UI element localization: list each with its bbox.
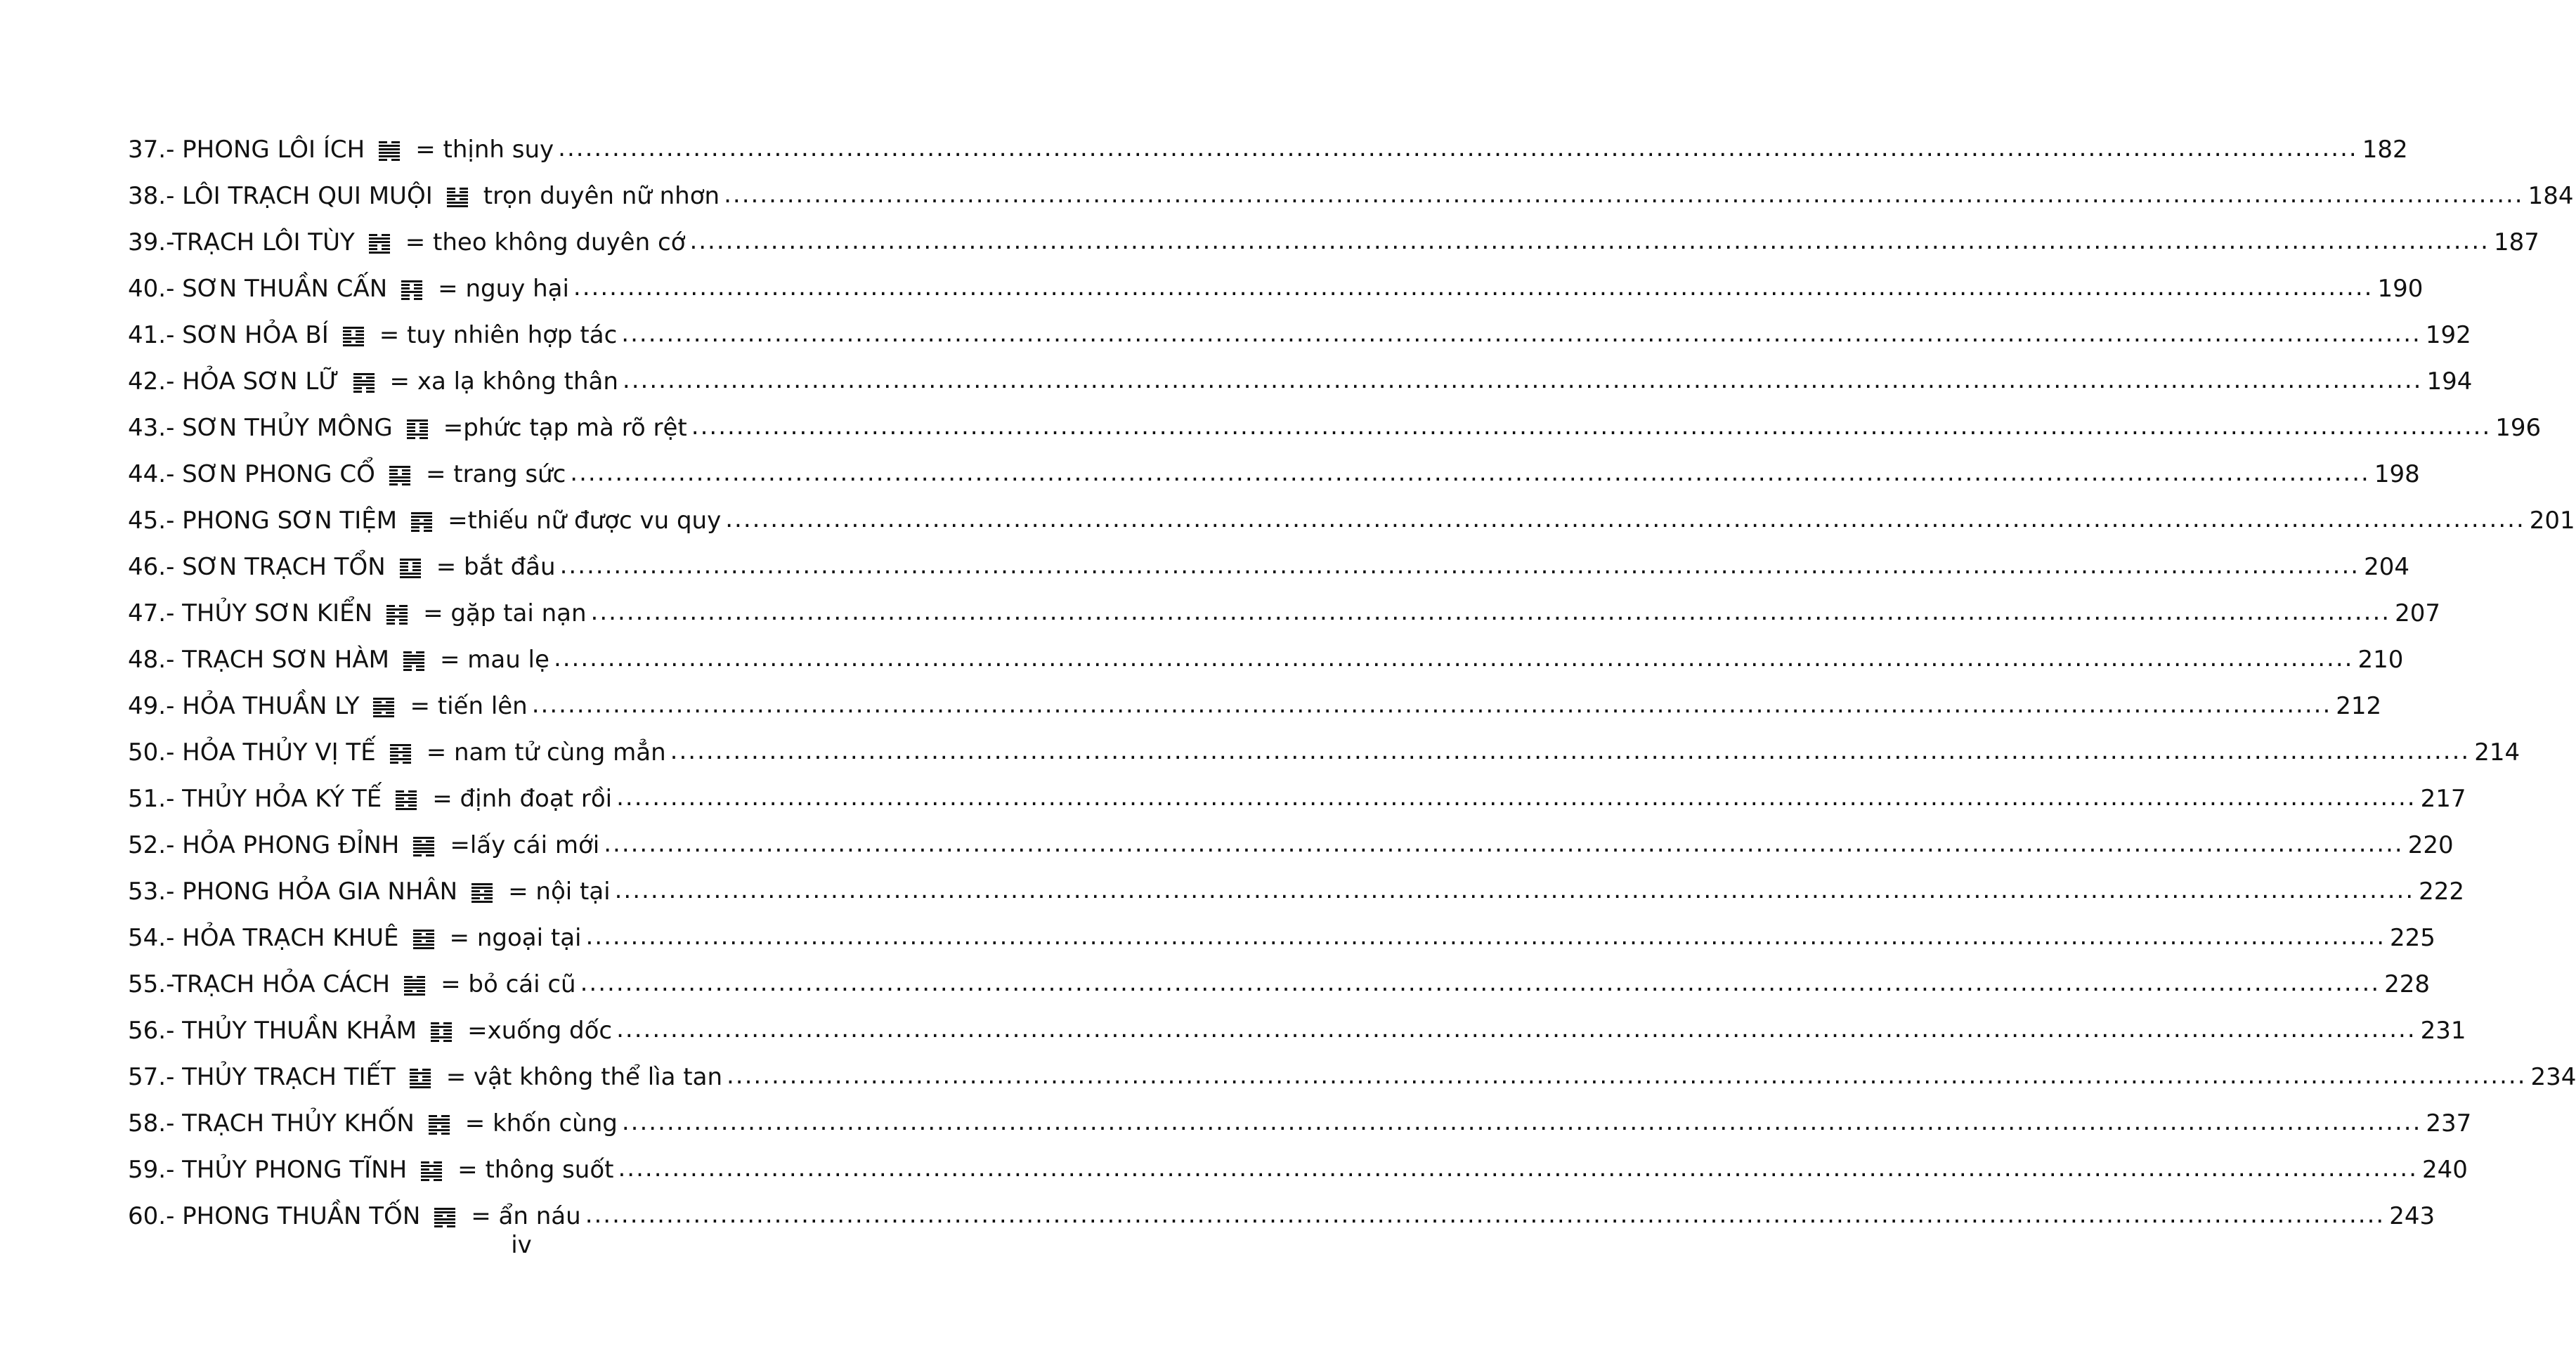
toc-entry [128, 776, 2466, 822]
dot-leader: ........................................................................................................................................................................................................ [580, 969, 2381, 997]
hexagram-icon [431, 1022, 452, 1042]
entry-title: 52.- HỎA PHONG ĐỈNH [128, 831, 400, 859]
entry-page-number: 190 [2377, 275, 2424, 303]
dot-leader: ........................................................................................................................................................................................................ [585, 923, 2386, 951]
entry-title: 40.- SƠN THUẦN CẤN [128, 275, 388, 303]
hexagram-icon [410, 1068, 431, 1088]
entry-title: 48.- TRẠCH SƠN HÀM [128, 646, 389, 674]
hexagram-icon [411, 511, 432, 532]
entry-meaning: = thông suốt [457, 1156, 614, 1184]
entry-meaning: = bắt đầu [436, 553, 556, 581]
hexagram-icon [421, 1161, 442, 1181]
toc-entry [128, 219, 2539, 266]
toc-entry [128, 822, 2454, 868]
toc-entry [128, 497, 2575, 544]
dot-leader: ........................................................................................................................................................................................................ [590, 598, 2391, 626]
entry-page-number: 240 [2422, 1156, 2468, 1184]
entry-page-number: 222 [2419, 878, 2465, 906]
entry-title: 50.- HỎA THỦY VỊ TẾ [128, 738, 376, 767]
entry-meaning: = trang sức [425, 460, 566, 488]
entry-title: 47.- THỦY SƠN KIỂN [128, 599, 373, 627]
entry-page-number: 228 [2384, 970, 2431, 998]
hexagram-icon [471, 882, 493, 903]
entry-meaning: = vật không thể lìa tan [445, 1063, 722, 1091]
entry-title: 42.- HỎA SƠN LỮ [128, 367, 339, 396]
entry-meaning: = thịnh suy [415, 136, 554, 164]
entry-meaning: =lấy cái mới [450, 831, 600, 859]
entry-meaning: = gặp tai nạn [423, 599, 587, 627]
hexagram-icon [404, 975, 425, 996]
dot-leader: ........................................................................................................................................................................................................ [616, 783, 2416, 812]
toc-entry [128, 1147, 2468, 1193]
entry-meaning: =thiếu nữ được vu quy [448, 507, 722, 535]
entry-title: 55.-TRẠCH HỎA CÁCH [128, 970, 391, 998]
entry-title: 44.- SƠN PHONG CỔ [128, 460, 375, 488]
entry-meaning: = nội tại [508, 878, 611, 906]
hexagram-icon [353, 372, 375, 393]
entry-meaning: = theo không duyên cớ [405, 228, 686, 256]
hexagram-icon [389, 465, 410, 485]
dot-leader: ........................................................................................................................................................................................................ [531, 691, 2332, 719]
dot-leader: ........................................................................................................................................................................................................ [727, 1062, 2527, 1090]
toc-entry [128, 590, 2440, 637]
table-of-contents [128, 126, 2576, 1239]
entry-page-number: 217 [2420, 785, 2466, 813]
dot-leader: ........................................................................................................................................................................................................ [553, 644, 2354, 672]
entry-title: 49.- HỎA THUẦN LY [128, 692, 360, 720]
toc-entry [128, 915, 2435, 961]
entry-meaning: trọn duyên nữ nhơn [483, 182, 720, 210]
toc-entry [128, 405, 2542, 451]
entry-meaning: = khốn cùng [464, 1109, 618, 1138]
entry-page-number: 192 [2425, 321, 2471, 349]
hexagram-icon [401, 280, 422, 300]
dot-leader: ........................................................................................................................................................................................................ [670, 737, 2471, 765]
hexagram-icon [447, 187, 468, 207]
entry-title: 45.- PHONG SƠN TIỆM [128, 507, 398, 535]
entry-page-number: 212 [2336, 692, 2382, 720]
entry-page-number: 201 [2529, 507, 2575, 535]
dot-leader: ........................................................................................................................................................................................................ [558, 134, 2358, 162]
entry-title: 37.- PHONG LÔI ÍCH [128, 136, 365, 164]
toc-entry [128, 1054, 2576, 1100]
dot-leader: ........................................................................................................................................................................................................ [573, 273, 2374, 301]
toc-entry [128, 1008, 2466, 1054]
entry-meaning: = tiến lên [410, 692, 528, 720]
toc-entry [128, 451, 2420, 497]
entry-page-number: 187 [2493, 228, 2539, 256]
toc-entry [128, 637, 2404, 683]
entry-meaning: = bỏ cái cũ [441, 970, 576, 998]
dot-leader: ........................................................................................................................................................................................................ [724, 181, 2524, 209]
entry-page-number: 231 [2420, 1017, 2466, 1045]
entry-page-number: 207 [2395, 599, 2440, 627]
hexagram-icon [343, 326, 364, 346]
entry-title: 51.- THỦY HỎA KÝ TẾ [128, 785, 382, 813]
entry-meaning: = nguy hại [438, 275, 569, 303]
hexagram-icon [407, 419, 428, 439]
dot-leader: ........................................................................................................................................................................................................ [621, 320, 2421, 348]
hexagram-icon [390, 743, 411, 764]
hexagram-icon [403, 651, 424, 671]
hexagram-icon [400, 558, 421, 578]
page-folio: iv [511, 1231, 532, 1259]
toc-entry [128, 312, 2471, 358]
hexagram-icon [373, 697, 394, 717]
dot-leader: ........................................................................................................................................................................................................ [618, 1154, 2419, 1182]
toc-entry [128, 868, 2465, 915]
entry-title: 58.- TRẠCH THỦY KHỐN [128, 1109, 415, 1138]
entry-title: 41.- SƠN HỎA BÍ [128, 321, 329, 349]
toc-entry [128, 683, 2382, 729]
entry-meaning: = ngoại tại [449, 924, 582, 952]
entry-page-number: 225 [2390, 924, 2435, 952]
entry-meaning: =phức tạp mà rõ rệt [443, 414, 687, 442]
dot-leader: ........................................................................................................................................................................................................ [614, 876, 2415, 904]
toc-entry [128, 1100, 2472, 1147]
entry-page-number: 194 [2426, 367, 2473, 396]
entry-meaning: = mau lẹ [439, 646, 549, 674]
toc-entry [128, 173, 2574, 219]
entry-title: 54.- HỎA TRẠCH KHUÊ [128, 924, 399, 952]
toc-entry [128, 729, 2520, 776]
entry-page-number: 214 [2474, 738, 2520, 767]
hexagram-icon [434, 1207, 455, 1227]
dot-leader: ........................................................................................................................................................................................................ [570, 459, 2370, 487]
hexagram-icon [413, 929, 434, 949]
entry-meaning: =xuống dốc [467, 1017, 613, 1045]
hexagram-icon [379, 141, 400, 161]
dot-leader: ........................................................................................................................................................................................................ [691, 412, 2492, 441]
entry-page-number: 184 [2528, 182, 2574, 210]
entry-title: 38.- LÔI TRẠCH QUI MUỘI [128, 182, 433, 210]
entry-title: 59.- THỦY PHONG TĨNH [128, 1156, 408, 1184]
hexagram-icon [413, 836, 434, 856]
entry-page-number: 234 [2530, 1063, 2576, 1091]
toc-entry [128, 266, 2424, 312]
entry-title: 57.- THỦY TRẠCH TIẾT [128, 1063, 396, 1091]
hexagram-icon [396, 790, 417, 810]
dot-leader: ........................................................................................................................................................................................................ [616, 1015, 2416, 1043]
entry-page-number: 196 [2495, 414, 2542, 442]
entry-meaning: = tuy nhiên hợp tác [379, 321, 618, 349]
entry-title: 53.- PHONG HỎA GIA NHÂN [128, 878, 458, 906]
hexagram-icon [386, 604, 408, 625]
entry-page-number: 237 [2426, 1109, 2472, 1138]
entry-page-number: 182 [2362, 136, 2408, 164]
dot-leader: ........................................................................................................................................................................................................ [689, 227, 2490, 255]
dot-leader: ........................................................................................................................................................................................................ [604, 830, 2404, 858]
entry-title: 56.- THỦY THUẦN KHẢM [128, 1017, 417, 1045]
toc-entry [128, 544, 2410, 590]
dot-leader: ........................................................................................................................................................................................................ [559, 552, 2360, 580]
entry-meaning: = định đoạt rồi [432, 785, 613, 813]
dot-leader: ........................................................................................................................................................................................................ [622, 366, 2423, 394]
entry-page-number: 243 [2389, 1202, 2435, 1230]
entry-title: 43.- SƠN THỦY MÔNG [128, 414, 393, 442]
entry-title: 60.- PHONG THUẦN TỐN [128, 1202, 421, 1230]
hexagram-icon [429, 1114, 450, 1135]
dot-leader: ........................................................................................................................................................................................................ [585, 1201, 2386, 1229]
entry-meaning: = ẩn náu [471, 1202, 581, 1230]
entry-title: 46.- SƠN TRẠCH TỔN [128, 553, 386, 581]
hexagram-icon [369, 233, 390, 254]
dot-leader: ........................................................................................................................................................................................................ [621, 1108, 2422, 1136]
entry-page-number: 198 [2374, 460, 2420, 488]
entry-meaning: = xa lạ không thân [389, 367, 618, 396]
entry-meaning: = nam tử cùng mẳn [426, 738, 666, 767]
toc-entry [128, 126, 2408, 173]
dot-leader: ........................................................................................................................................................................................................ [725, 505, 2525, 533]
toc-entry [128, 358, 2473, 405]
entry-title: 39.-TRẠCH LÔI TÙY [128, 228, 355, 256]
entry-page-number: 204 [2364, 553, 2410, 581]
entry-page-number: 220 [2407, 831, 2454, 859]
toc-entry [128, 961, 2431, 1008]
entry-page-number: 210 [2357, 646, 2404, 674]
